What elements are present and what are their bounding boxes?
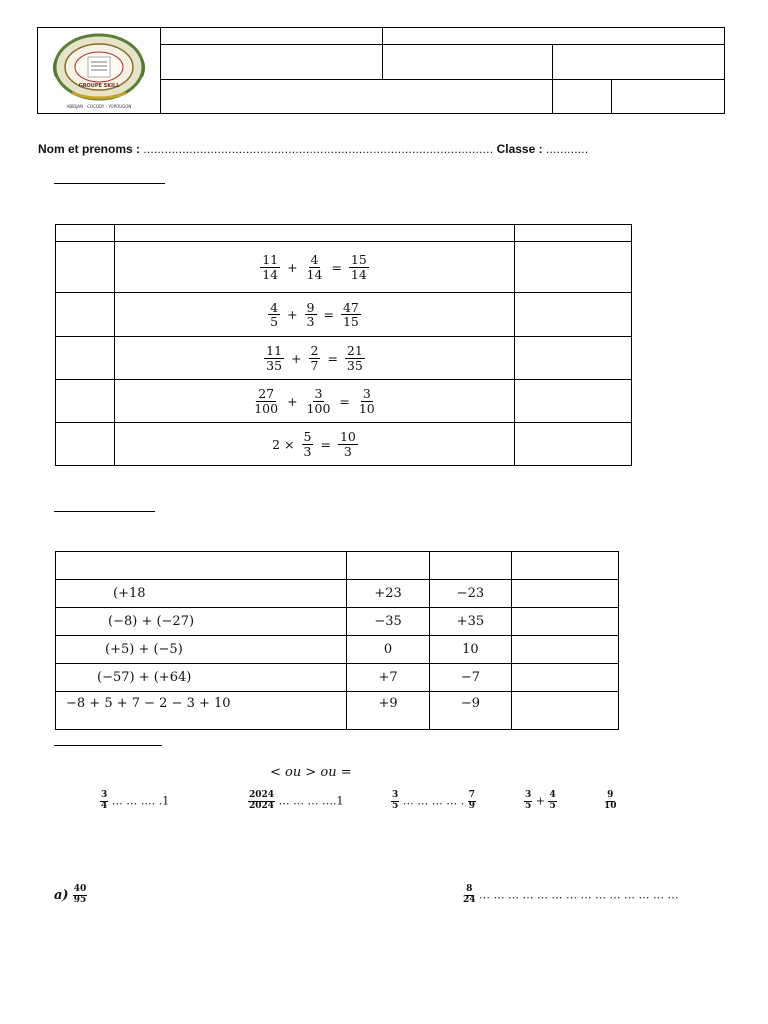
numerator: 10 xyxy=(339,429,356,445)
equals-sign: = xyxy=(327,350,338,366)
integer-table xyxy=(55,551,619,730)
denominator: 35 xyxy=(346,357,363,373)
denominator: 5 xyxy=(549,800,556,811)
numerator: 47 xyxy=(342,299,359,315)
answer-cell[interactable] xyxy=(512,664,619,692)
fraction-expression xyxy=(115,242,515,293)
fraction xyxy=(548,791,556,812)
fraction xyxy=(604,791,617,812)
expression-cell: (−8) + (−27) xyxy=(56,608,347,636)
comparison-item xyxy=(248,791,344,812)
table-cell xyxy=(56,552,347,580)
fraction xyxy=(345,344,365,371)
operator: + xyxy=(291,350,302,366)
numerator: 7 xyxy=(468,790,476,800)
denominator: 3 xyxy=(306,314,315,329)
numerator: 3 xyxy=(392,790,399,800)
item-label: a) xyxy=(54,887,69,903)
numerator: 9 xyxy=(306,299,315,315)
header-divider xyxy=(382,28,383,79)
fraction xyxy=(463,885,476,906)
denominator: 5 xyxy=(392,800,399,811)
header-divider xyxy=(160,79,724,80)
header-divider xyxy=(611,79,612,113)
numerator: 27 xyxy=(258,386,275,402)
fraction xyxy=(248,791,275,812)
denominator: 100 xyxy=(306,400,331,416)
fraction-expression xyxy=(115,423,515,466)
table-cell xyxy=(512,552,619,580)
table-cell xyxy=(56,423,115,466)
blank-dots[interactable]: … … … … … … … … … … … … … … xyxy=(479,888,679,902)
choice-a-cell: 0 xyxy=(347,636,429,664)
numerator: 4 xyxy=(310,252,319,268)
answer-cell[interactable] xyxy=(512,580,619,608)
operator: + xyxy=(287,259,298,275)
choice-b-cell: −9 xyxy=(429,692,511,730)
header-divider xyxy=(160,28,161,113)
denominator: 24 xyxy=(463,894,476,905)
denominator: 14 xyxy=(306,266,323,282)
student-info-line xyxy=(38,142,588,156)
table-cell xyxy=(56,225,115,242)
numerator: 3 xyxy=(101,790,108,800)
numerator: 11 xyxy=(262,252,279,268)
denominator: 14 xyxy=(262,266,279,282)
answer-cell[interactable] xyxy=(515,423,632,466)
name-dots: ................................................................................................... xyxy=(143,142,494,156)
expression-cell: (+5) + (−5) xyxy=(56,636,347,664)
numerator: 2 xyxy=(310,343,319,359)
blank-dots[interactable]: … … … ….1 xyxy=(278,794,344,808)
table-cell xyxy=(56,337,115,380)
fraction xyxy=(309,344,321,371)
fraction-table xyxy=(55,224,632,466)
denominator: 15 xyxy=(342,314,359,329)
answer-cell[interactable] xyxy=(515,242,632,293)
fraction xyxy=(357,387,377,414)
section-1-underline xyxy=(54,183,165,184)
school-logo xyxy=(42,31,160,111)
choice-a-cell: +9 xyxy=(347,692,429,730)
denominator: 3 xyxy=(303,443,312,459)
choice-b-cell: −23 xyxy=(429,580,511,608)
operator: + xyxy=(287,393,298,409)
answer-cell[interactable] xyxy=(512,608,619,636)
numerator: 4 xyxy=(549,790,556,800)
denominator: 10 xyxy=(604,800,617,811)
denominator: 9 xyxy=(468,800,476,811)
table-cell xyxy=(56,380,115,423)
operator: + xyxy=(535,794,545,808)
numerator: 3 xyxy=(525,790,532,800)
answer-cell[interactable] xyxy=(512,636,619,664)
answer-cell[interactable] xyxy=(515,380,632,423)
name-label: Nom et prenoms : xyxy=(38,142,141,156)
fraction xyxy=(305,301,317,328)
denominator: 5 xyxy=(525,800,532,811)
svg-text:GROUPE SKILL: GROUPE SKILL xyxy=(78,83,120,89)
expression-cell: −8 + 5 + 7 − 2 − 3 + 10 xyxy=(56,692,347,730)
simplify-item-a xyxy=(54,885,87,906)
comparison-symbols: < ou > ou = xyxy=(270,765,352,780)
comparison-item xyxy=(100,791,169,812)
comparison-item xyxy=(391,791,476,812)
svg-text:ABIDJAN - COCODY - YOPOUGON: ABIDJAN - COCODY - YOPOUGON xyxy=(66,104,132,109)
fraction-expression xyxy=(115,337,515,380)
numerator: 4 xyxy=(270,299,279,315)
numerator: 5 xyxy=(303,429,312,445)
comparison-item xyxy=(604,791,617,812)
choice-a-cell: +7 xyxy=(347,664,429,692)
denominator: 5 xyxy=(270,314,279,329)
expression-cell: (−57) + (+64) xyxy=(56,664,347,692)
denominator: 35 xyxy=(266,357,283,373)
multiplier: 2 × xyxy=(272,436,295,452)
fraction xyxy=(524,791,532,812)
choice-a-cell: +23 xyxy=(347,580,429,608)
fraction xyxy=(391,791,399,812)
blank-dots[interactable]: … … … … . xyxy=(402,794,465,808)
header-box xyxy=(37,27,725,114)
numerator: 2024 xyxy=(249,790,275,800)
table-cell xyxy=(429,552,511,580)
table-cell xyxy=(515,225,632,242)
choice-b-cell: 10 xyxy=(429,636,511,664)
comparison-item xyxy=(524,791,557,812)
fraction xyxy=(264,344,284,371)
operator: + xyxy=(287,307,298,322)
section-3-underline xyxy=(54,745,162,746)
numerator: 40 xyxy=(73,884,87,894)
table-cell xyxy=(56,293,115,337)
equals-sign: = xyxy=(339,393,350,409)
denominator: 10 xyxy=(358,400,375,416)
answer-cell[interactable] xyxy=(512,692,619,730)
equals-sign: = xyxy=(331,259,342,275)
simplify-item-b xyxy=(463,885,679,906)
choice-b-cell: −7 xyxy=(429,664,511,692)
fraction xyxy=(349,253,369,280)
fraction xyxy=(73,885,88,906)
expression-cell: (+18 xyxy=(56,580,347,608)
fraction xyxy=(305,253,325,280)
numerator: 21 xyxy=(346,343,363,359)
table-cell xyxy=(56,242,115,293)
class-label: Classe : xyxy=(496,142,543,156)
denominator: 100 xyxy=(254,400,279,416)
choice-a-cell: −35 xyxy=(347,608,429,636)
denominator: 2024 xyxy=(249,800,275,811)
fraction xyxy=(268,301,280,328)
numerator: 15 xyxy=(350,252,367,268)
class-dots: ............ xyxy=(545,142,589,156)
numerator: 3 xyxy=(362,386,371,402)
fraction-expression xyxy=(115,380,515,423)
section-2-underline xyxy=(54,511,155,512)
fraction xyxy=(100,791,108,812)
fraction-expression xyxy=(115,293,515,337)
fraction xyxy=(252,387,280,414)
numerator: 11 xyxy=(266,343,283,359)
fraction xyxy=(260,253,280,280)
header-divider xyxy=(160,44,724,45)
answer-cell[interactable] xyxy=(515,337,632,380)
table-cell xyxy=(115,225,515,242)
numerator: 8 xyxy=(466,884,473,894)
denominator: 7 xyxy=(310,357,319,373)
choice-b-cell: +35 xyxy=(429,608,511,636)
fraction xyxy=(341,301,361,328)
numerator: 3 xyxy=(314,386,323,402)
blank-dots[interactable]: … … …. .1 xyxy=(111,794,170,808)
table-cell xyxy=(347,552,429,580)
denominator: 3 xyxy=(343,443,352,459)
numerator: 9 xyxy=(607,790,614,800)
header-divider xyxy=(552,44,553,113)
fraction xyxy=(305,387,333,414)
fraction xyxy=(302,430,314,457)
fraction xyxy=(338,430,358,457)
denominator: 4 xyxy=(101,800,108,811)
fraction xyxy=(468,791,476,812)
answer-cell[interactable] xyxy=(515,293,632,337)
denominator: 95 xyxy=(73,894,87,905)
equals-sign: = xyxy=(323,307,334,322)
denominator: 14 xyxy=(350,266,367,282)
equals-sign: = xyxy=(320,436,331,452)
